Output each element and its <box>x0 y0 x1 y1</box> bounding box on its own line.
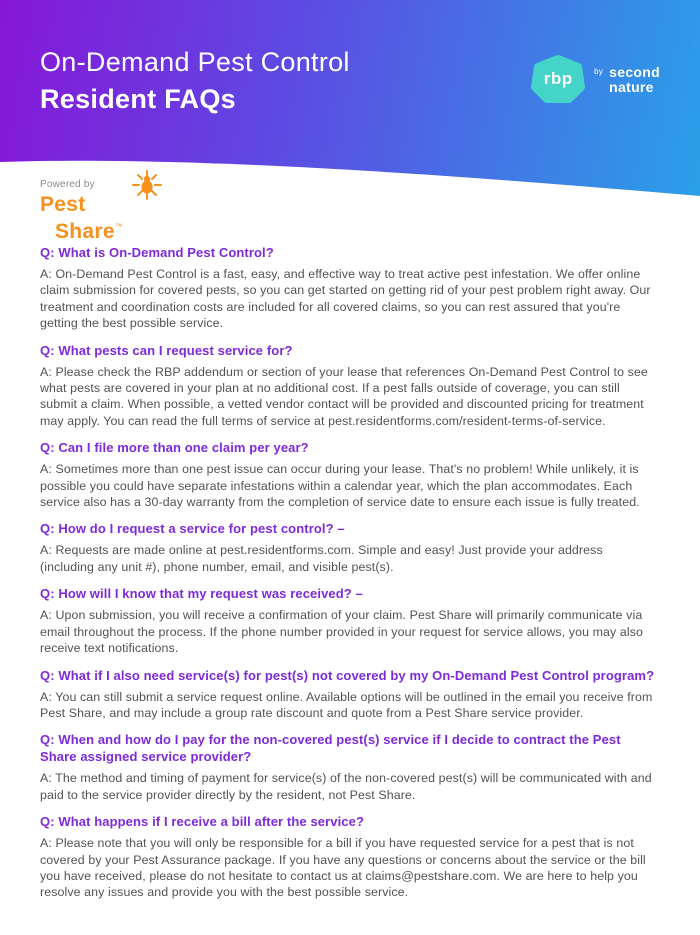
faq-answer: A: Requests are made online at pest.residentforms.com. Simple and easy! Just provide your address (including any unit #), phone number, email, and visible pest(s). <box>40 543 603 574</box>
faq-item <box>40 667 660 722</box>
brand-word-second: second <box>609 63 660 80</box>
page-subtitle: Resident FAQs <box>40 84 236 114</box>
faq-item <box>40 585 660 656</box>
faq-question: Q: When and how do I pay for the non-covered pest(s) service if I decide to contract the Pest Share assigned service provider? <box>40 732 621 765</box>
pest-share-word-pest: Pest <box>40 193 86 216</box>
by-label: by <box>594 66 604 76</box>
powered-by-label: Powered by <box>40 179 95 190</box>
faq-answer: A: Upon submission, you will receive a confirmation of your claim. Pest Share will primarily communicate via email throughout the process. If the phone number provided in your request for service allows, you may also receive text notifications. <box>40 608 644 656</box>
second-nature-wordmark <box>594 64 660 95</box>
faq-question: Q: How do I request a service for pest control? – <box>40 521 345 537</box>
faq-item <box>40 813 660 901</box>
faq-answer: A: On-Demand Pest Control is a fast, easy, and effective way to treat active pest infestation. We offer online claim submission for covered pests, so you can get started on getting rid of your pest problem right away. Our treatment and coordination costs are included for all covered claims, so you can rest assured that you're getting the best possible service. <box>40 267 651 331</box>
faq-answer: A: Please note that you will only be responsible for a bill if you have requested service for a pest that is not covered by your Pest Assurance package. If you have any questions or concerns about the service or the bill you have received, please do not hesitate to contact us at claims@pestshare.com. We are here to help you resolve any issues and provide you with the best possible service. <box>40 836 646 900</box>
faq-answer: A: Sometimes more than one pest issue can occur during your lease. That's no problem! While unlikely, it is possible you could have separate infestations within a calendar year, which the plan accommodates. Each service also has a 30-day warranty from the completion of service date to ensure each issue is fully treated. <box>40 462 640 510</box>
faq-answer: A: You can still submit a service request online. Available options will be outlined in the email you receive from Pest Share, and may include a group rate discount and quote from a Pest Share service provider. <box>40 689 653 720</box>
trademark-symbol: ™ <box>114 222 124 231</box>
pest-share-bug-icon <box>132 170 162 200</box>
faq-question: Q: How will I know that my request was received? – <box>40 586 363 602</box>
faq-question: Q: What is On-Demand Pest Control? <box>40 245 274 260</box>
faq-answer: A: Please check the RBP addendum or section of your lease that references On-Demand Pest Control to see what pests are covered in your plan at no additional cost. If a pest falls outside of coverage, you can still submit a claim. When possible, a vetted vendor contact will be provided and discounted pricing for treatment may apply. You can read the full terms of service at pest.residentforms.com/resident-terms-of-service. <box>40 364 648 428</box>
title-block <box>40 44 350 118</box>
pest-share-logo <box>40 174 240 243</box>
brand-word-nature: nature <box>609 78 654 95</box>
header-banner <box>0 0 700 200</box>
faq-question: Q: Can I file more than one claim per year? <box>40 440 309 456</box>
faq-item <box>40 520 660 575</box>
rbp-second-nature-logo <box>531 54 660 104</box>
faq-question: Q: What happens if I receive a bill after the service? <box>40 814 365 830</box>
rbp-badge-icon <box>531 54 585 104</box>
faq-item <box>40 342 660 430</box>
page-title: On-Demand Pest Control <box>40 47 350 77</box>
faq-item <box>40 244 660 332</box>
faq-item <box>40 439 660 510</box>
rbp-badge-label: rbp <box>543 69 573 88</box>
faq-list <box>0 232 700 935</box>
faq-item <box>40 731 660 803</box>
faq-question: Q: What pests can I request service for? <box>40 342 293 358</box>
pest-share-word-share: Share™ <box>55 220 124 243</box>
faq-answer: A: The method and timing of payment for service(s) of the non-covered pest(s) will be communicated with and paid to the service provider directly by the resident, not Pest Share. <box>40 771 652 802</box>
faq-question: Q: What if I also need service(s) for pest(s) not covered by my On-Demand Pest Control program? <box>40 667 655 683</box>
